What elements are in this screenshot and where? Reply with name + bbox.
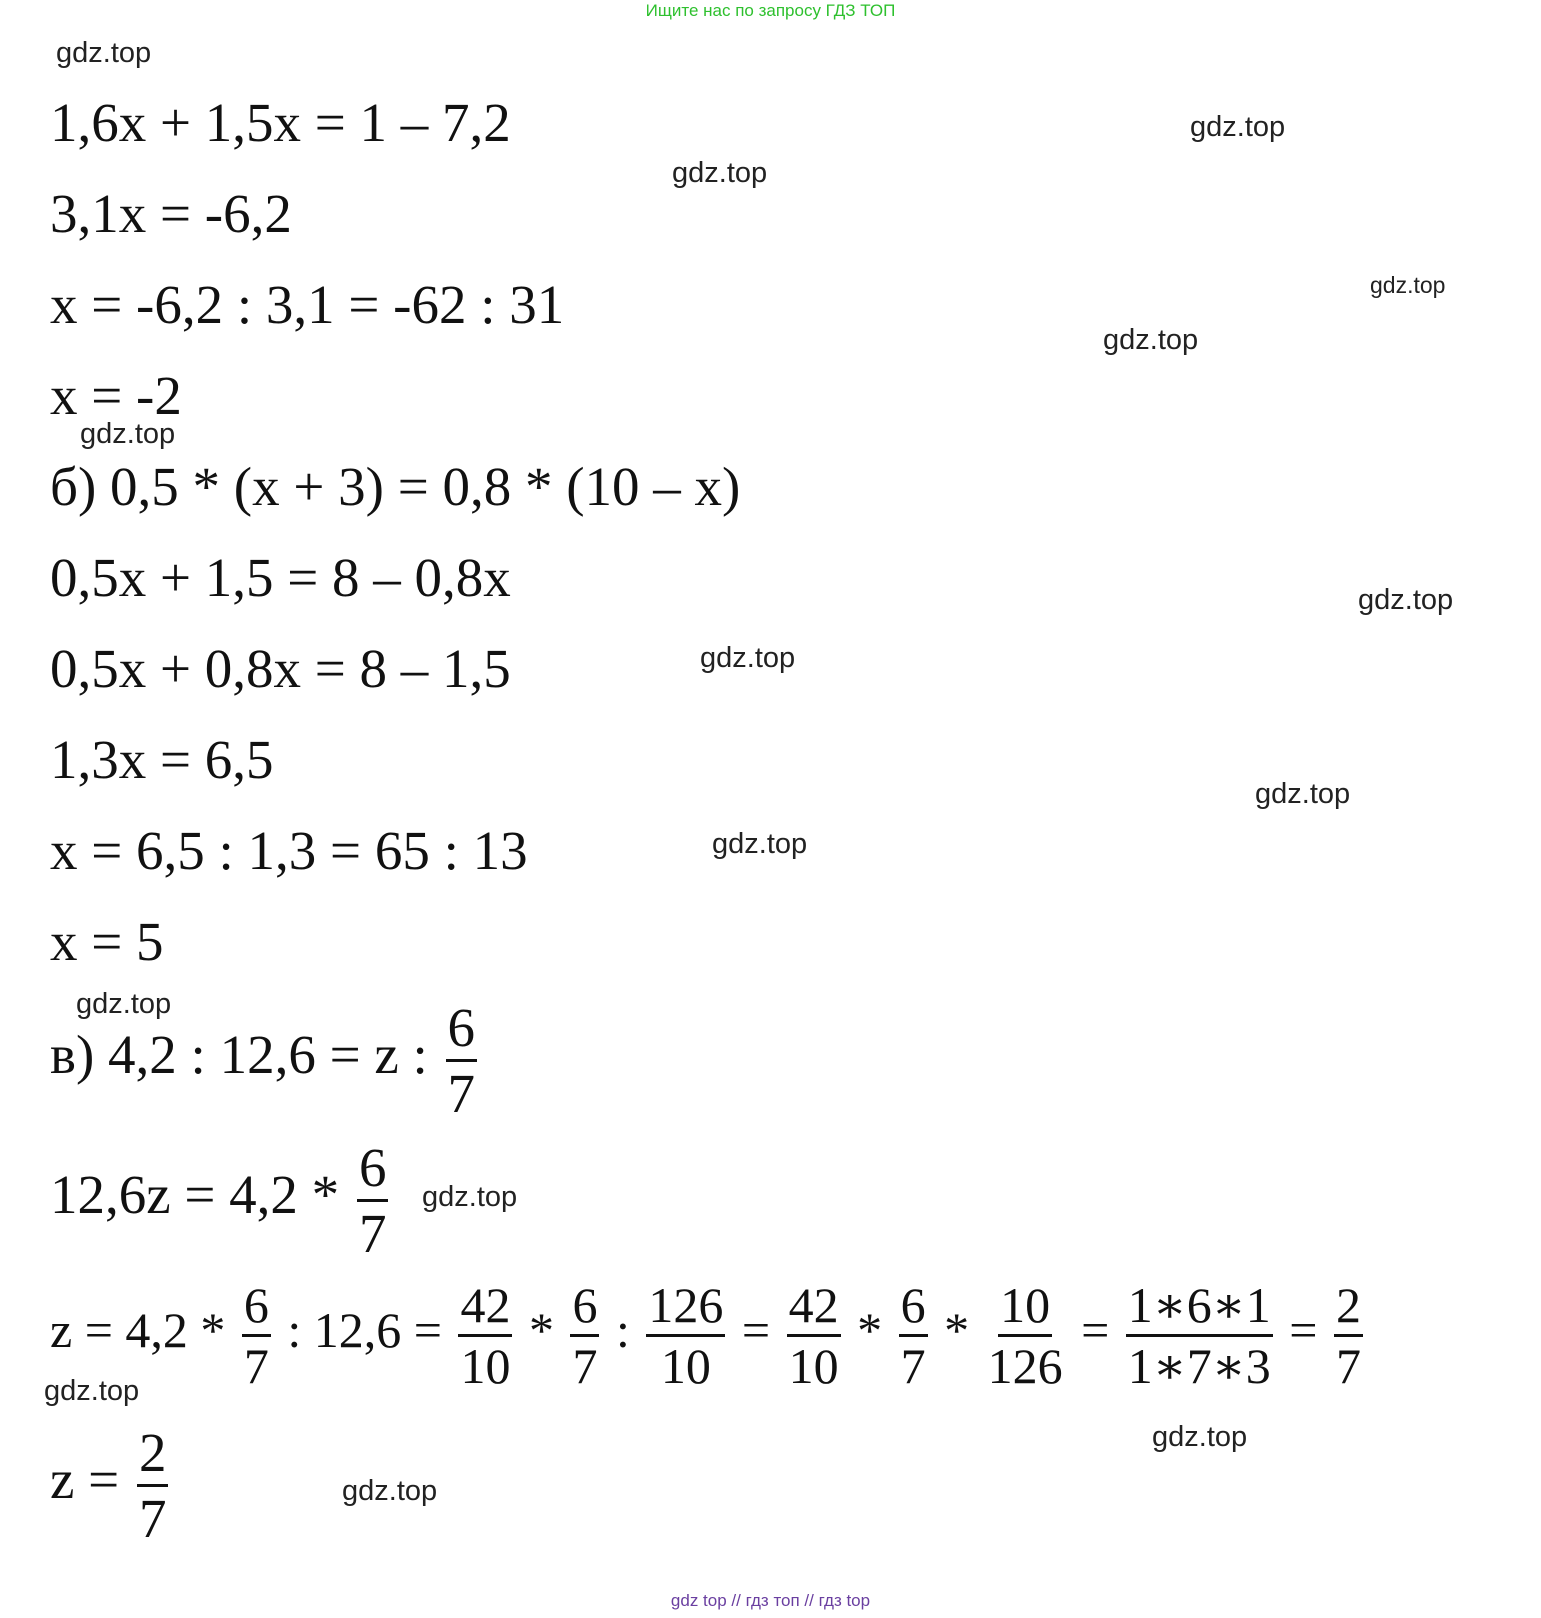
equation-line-7: 0,5x + 0,8x = 8 – 1,5: [50, 638, 511, 699]
fraction-denominator: 7: [900, 1338, 926, 1394]
watermark: gdz.top: [342, 1475, 438, 1507]
fraction-denominator: 10: [788, 1338, 839, 1394]
equation-line-9: x = 6,5 : 1,3 = 65 : 13: [50, 820, 528, 881]
fraction-numerator: 126: [646, 1280, 725, 1337]
line13-part: *: [857, 1301, 883, 1358]
equation-line-2: 3,1x = -6,2: [50, 183, 292, 244]
fraction: [242, 1277, 271, 1394]
fraction-denominator: 10: [660, 1338, 711, 1394]
fraction-denominator: 1∗7∗3: [1127, 1338, 1271, 1394]
line13-part: : 12,6 =: [287, 1301, 442, 1358]
fraction-numerator: 10: [998, 1280, 1052, 1337]
watermark: gdz.top: [1358, 584, 1454, 616]
fraction-denominator: 7: [1335, 1338, 1361, 1394]
fraction: [899, 1277, 928, 1394]
fraction-denominator: 126: [987, 1338, 1063, 1394]
watermark: gdz.top: [44, 1375, 140, 1407]
fraction-denominator: 7: [138, 1488, 167, 1549]
fraction-numerator: 6: [242, 1280, 271, 1337]
watermark: gdz.top: [712, 828, 808, 860]
fraction-numerator: 6: [446, 1000, 478, 1062]
fraction-denominator: 7: [572, 1338, 598, 1394]
line11-prefix: в) 4,2 : 12,6 = z :: [50, 1024, 428, 1086]
fraction: [357, 1137, 389, 1264]
line13-part: =: [1081, 1301, 1110, 1358]
fraction-denominator: 7: [358, 1203, 387, 1264]
watermark: gdz.top: [76, 988, 172, 1020]
fraction-numerator: 6: [357, 1140, 389, 1202]
fraction: [646, 1277, 725, 1394]
fraction: [1334, 1277, 1363, 1394]
fraction-numerator: 2: [137, 1425, 169, 1487]
equation-line-12: [50, 1137, 392, 1264]
equation-line-4: x = -2: [50, 365, 182, 426]
fraction-denominator: 7: [243, 1338, 269, 1394]
fraction: [458, 1277, 512, 1394]
fraction-numerator: 42: [458, 1280, 512, 1337]
fraction-numerator: 6: [899, 1280, 928, 1337]
line13-part: z = 4,2 *: [50, 1301, 226, 1358]
watermark: gdz.top: [1190, 111, 1286, 143]
fraction: [446, 997, 478, 1124]
line13-part: =: [1289, 1301, 1318, 1358]
equation-line-14: [50, 1422, 172, 1549]
line13-part: :: [615, 1301, 630, 1358]
line13-part: =: [741, 1301, 771, 1358]
equation-line-5: б) 0,5 * (x + 3) = 0,8 * (10 – x): [50, 456, 741, 517]
fraction-numerator: 1∗6∗1: [1126, 1280, 1273, 1337]
fraction-denominator: 7: [447, 1063, 476, 1124]
equation-line-8: 1,3x = 6,5: [50, 729, 274, 790]
watermark: gdz.top: [422, 1181, 518, 1213]
fraction-denominator: 10: [460, 1338, 511, 1394]
top-banner: Ищите нас по запросу ГДЗ ТОП: [645, 1, 896, 20]
fraction: [1126, 1277, 1273, 1394]
watermark: gdz.top: [1370, 272, 1446, 298]
equation-line-1: 1,6x + 1,5x = 1 – 7,2: [50, 92, 511, 153]
fraction-numerator: 6: [570, 1280, 599, 1337]
footer-text: gdz top // гдз топ // гдз top: [670, 1591, 871, 1610]
line13-part: *: [528, 1301, 554, 1358]
fraction: [986, 1277, 1065, 1394]
equation-line-6: 0,5x + 1,5 = 8 – 0,8x: [50, 547, 511, 608]
line14-prefix: z =: [50, 1449, 120, 1511]
fraction: [570, 1277, 599, 1394]
watermark: gdz.top: [56, 37, 152, 69]
fraction: [137, 1422, 169, 1549]
line13-part: *: [944, 1301, 970, 1358]
equation-line-10: x = 5: [50, 911, 164, 972]
equation-line-3: x = -6,2 : 3,1 = -62 : 31: [50, 274, 565, 335]
watermark: gdz.top: [80, 418, 176, 450]
watermark: gdz.top: [700, 642, 796, 674]
watermark: gdz.top: [1255, 778, 1351, 810]
fraction-numerator: 2: [1334, 1280, 1363, 1337]
line12-prefix: 12,6z = 4,2 *: [50, 1164, 340, 1226]
watermark: gdz.top: [672, 157, 768, 189]
fraction-numerator: 42: [787, 1280, 841, 1337]
fraction: [787, 1277, 841, 1394]
watermark: gdz.top: [1103, 324, 1199, 356]
watermark: gdz.top: [1152, 1421, 1248, 1453]
